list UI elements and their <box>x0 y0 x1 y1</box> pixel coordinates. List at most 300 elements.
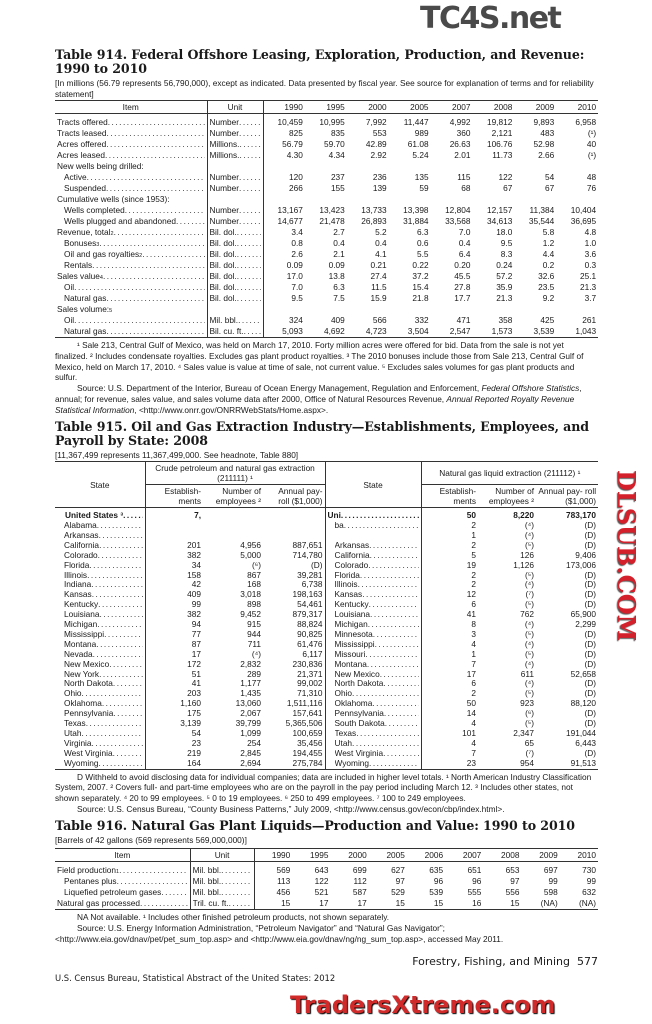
dot-leader <box>97 620 142 630</box>
value-cell: 101 <box>462 729 477 739</box>
row-label-wrap <box>335 719 419 729</box>
value-cell: 27.8 <box>454 282 471 292</box>
table-row <box>55 689 598 699</box>
dot-leader <box>92 260 204 271</box>
group-header-ngl: Natural gas liquid extraction (211112) ¹ <box>421 462 598 485</box>
row-label-wrap <box>64 709 143 719</box>
row-label-wrap <box>335 709 419 719</box>
value-cell: 34,613 <box>486 216 513 226</box>
row-label-text: Sales volume: <box>57 304 110 314</box>
row-label <box>55 739 145 749</box>
row-label <box>325 630 421 640</box>
row-label-text: Alabama <box>64 520 97 530</box>
value-cell: 714,780 <box>263 551 325 561</box>
dot-leader <box>82 729 143 739</box>
value-cell: (⁶) <box>525 709 535 719</box>
value-cell: 3.4 <box>291 227 303 237</box>
row-label-wrap <box>64 521 143 531</box>
value-cell <box>472 194 514 205</box>
table-row <box>55 630 598 640</box>
row-label-text: West Virginia <box>334 748 384 758</box>
row-label-wrap <box>335 699 419 709</box>
unit-text: Mil. bbl. <box>209 315 239 325</box>
table-row <box>55 114 598 129</box>
dot-leader <box>237 227 261 238</box>
table-row <box>55 161 598 172</box>
row-label-text: Oklahoma <box>64 699 102 709</box>
value-cell: 699 <box>352 865 367 876</box>
table-916-section <box>55 819 598 945</box>
unit-text: Millions. <box>209 139 240 149</box>
dot-leader <box>352 739 418 749</box>
dot-leader <box>140 898 188 909</box>
value-cell: 15.4 <box>412 282 429 292</box>
row-label-text: Missouri <box>334 649 366 659</box>
row-label-text: Oil <box>64 282 75 292</box>
table-row <box>55 128 598 139</box>
row-label-wrap <box>328 511 419 521</box>
row-label <box>55 640 145 650</box>
dot-leader <box>237 293 261 304</box>
row-label <box>55 205 207 216</box>
unit-wrap <box>210 150 261 161</box>
value-cell: 21.3 <box>579 282 597 292</box>
col-header-year: 2009 <box>539 850 558 861</box>
row-label <box>325 571 421 581</box>
value-cell: (⁴) <box>524 679 535 689</box>
row-label-wrap <box>57 128 205 139</box>
value-cell: 9.5 <box>500 238 513 248</box>
value-cell: (D) <box>584 689 597 699</box>
dot-leader <box>104 630 142 640</box>
value-cell: 7 <box>471 659 477 669</box>
row-label <box>55 620 145 630</box>
row-label <box>325 679 421 689</box>
dot-leader <box>239 128 260 139</box>
row-label <box>55 729 145 739</box>
row-label-text: Colorado <box>64 550 98 560</box>
row-label-wrap <box>64 699 143 709</box>
row-label <box>325 590 421 600</box>
value-cell: 230,836 <box>263 660 325 670</box>
value-cell: 3.6 <box>584 249 597 259</box>
unit-wrap <box>210 205 261 216</box>
value-cell <box>556 194 598 205</box>
value-cell: 4.30 <box>286 150 303 160</box>
value-cell: 122 <box>314 876 329 887</box>
value-cell: 3.7 <box>584 293 597 303</box>
value-cell: 12 <box>466 590 477 600</box>
table-row <box>55 660 598 670</box>
value-cell: 825 <box>289 128 303 138</box>
value-cell: 96 <box>433 876 444 887</box>
value-cell: 4.1 <box>375 249 387 259</box>
value-cell: 15.9 <box>370 293 387 303</box>
value-cell: 45.5 <box>454 271 471 281</box>
value-cell: 915 <box>247 620 261 630</box>
row-label-wrap <box>335 650 419 660</box>
value-cell: 324 <box>289 315 303 325</box>
value-cell: 88,824 <box>263 620 325 630</box>
value-cell: 3,139 <box>180 719 201 729</box>
table-row <box>55 238 598 249</box>
row-label <box>325 699 421 709</box>
group-header-crude: Crude petroleum and natural gas extraction (211111) ¹ <box>145 462 325 485</box>
table-row <box>55 561 598 571</box>
value-cell: 51 <box>191 669 201 679</box>
row-label-text: Tracts offered <box>57 117 108 127</box>
value-cell: 7.5 <box>333 293 345 303</box>
col-header-year: 2006 <box>424 850 444 861</box>
row-label-wrap <box>64 749 143 759</box>
dot-leader <box>93 650 143 660</box>
value-cell: 2,694 <box>240 758 261 768</box>
value-cell: 5,000 <box>240 550 261 560</box>
value-cell: 67 <box>545 183 555 193</box>
table-915-notes <box>55 772 598 815</box>
row-label-text: Florida <box>64 560 90 570</box>
table-row <box>55 729 598 739</box>
value-cell: 0.21 <box>370 260 387 270</box>
source-publication: Federal Offshore Statistics <box>481 383 580 394</box>
row-label-wrap <box>64 531 143 541</box>
value-cell: 21.3 <box>496 293 513 303</box>
value-cell: 41 <box>191 679 201 689</box>
value-cell: 0.3 <box>584 260 597 270</box>
row-label-text: Acres leased <box>57 150 105 160</box>
value-cell: 6.3 <box>417 227 429 237</box>
value-cell: 254 <box>247 738 261 748</box>
value-cell <box>472 161 514 172</box>
value-cell: 5.24 <box>412 150 429 160</box>
value-cell: 15 <box>433 898 444 909</box>
table-row <box>55 531 598 541</box>
row-label-text: Arkansas <box>64 530 99 540</box>
row-label <box>55 249 207 260</box>
value-cell: 6,738 <box>263 580 325 590</box>
value-cell: 3,504 <box>407 326 429 336</box>
value-cell: 13.8 <box>328 271 345 281</box>
source-text: Source: U.S. Department of the Interior, Bureau of Ocean Energy Management, Regulation and Enforcement, <box>77 383 482 394</box>
dot-leader <box>74 282 204 293</box>
value-cell: 10,995 <box>319 117 345 127</box>
value-cell: 35,456 <box>263 739 325 749</box>
value-cell: 61.08 <box>407 139 429 149</box>
table-914-title: Table 914. Federal Offshore Leasing, Exploration, Production, and Revenue: 1990 to 2010 <box>55 47 585 76</box>
dot-leader <box>106 183 205 194</box>
row-label-text: Louisiana <box>64 610 100 620</box>
value-cell <box>145 531 203 541</box>
row-label <box>55 541 145 551</box>
value-cell: 2.01 <box>454 150 471 160</box>
value-cell: (⁵) <box>525 629 535 639</box>
dot-leader <box>385 719 419 729</box>
dot-leader <box>356 729 418 739</box>
value-cell: 7.0 <box>458 227 471 237</box>
table-row <box>55 650 598 660</box>
row-label-text: Natural gas processed <box>57 898 141 909</box>
value-cell <box>145 521 203 531</box>
value-cell <box>305 304 347 315</box>
unit-wrap <box>210 293 261 304</box>
unit-cell <box>207 326 263 338</box>
value-cell <box>514 161 556 172</box>
unit-wrap <box>210 227 261 238</box>
dot-leader <box>113 749 143 759</box>
dot-leader <box>123 511 142 521</box>
value-cell: 1,573 <box>491 326 513 336</box>
value-cell: 106.76 <box>486 139 513 149</box>
col-header-employees: Number of employees ² <box>488 486 535 507</box>
table-916-source: Source: U.S. Energy Information Administration, “Petroleum Navigator” and “Natural Gas Navigator”; <http://www.eia.gov/dnav/pet/pet_sum_top.asp> and <http://www.eia.gov/dnav/ng/ng_sum_top.asp>, accessed May 2011. <box>55 923 504 944</box>
row-label-wrap <box>64 689 143 699</box>
row-label <box>55 139 207 150</box>
value-cell: 120 <box>289 172 303 182</box>
table-row <box>55 249 598 260</box>
value-cell: 100,659 <box>263 729 325 739</box>
dot-leader <box>384 709 419 719</box>
value-cell: 40 <box>586 139 597 149</box>
table-916 <box>55 848 598 910</box>
row-label <box>55 561 145 571</box>
row-label-text: Acres offered <box>57 139 107 149</box>
unit-text: Bil. cu. ft. <box>209 326 244 336</box>
value-cell: 96 <box>472 876 482 887</box>
value-cell: 94 <box>191 620 201 630</box>
row-label-wrap <box>64 172 205 183</box>
row-label-text: West Virginia <box>64 748 113 758</box>
row-label-text: Virginia <box>64 738 92 748</box>
value-cell: (⁵) <box>525 689 535 699</box>
row-label-text: Montana <box>334 659 367 669</box>
value-cell <box>556 304 598 315</box>
row-label <box>55 161 207 172</box>
row-label <box>325 580 421 590</box>
unit-cell <box>207 114 263 129</box>
value-cell: (D) <box>584 629 597 639</box>
value-cell <box>263 304 305 315</box>
row-label <box>55 326 207 338</box>
dot-leader <box>102 699 143 709</box>
row-label <box>55 531 145 541</box>
value-cell: (D) <box>584 719 597 729</box>
table-914-source <box>55 383 598 415</box>
value-cell: 6,117 <box>263 650 325 660</box>
value-cell: 139 <box>372 183 387 193</box>
dot-leader <box>87 571 142 581</box>
value-cell: 730 <box>582 865 596 876</box>
value-cell: 3,539 <box>533 326 555 336</box>
table-row <box>55 227 598 238</box>
row-label <box>325 620 421 630</box>
row-label-text: Texas <box>334 729 357 739</box>
dot-leader <box>362 590 418 600</box>
row-label <box>325 749 421 759</box>
unit-wrap <box>210 282 261 293</box>
col-header-unit: Unit <box>190 849 254 862</box>
row-label <box>325 729 421 739</box>
row-label-wrap <box>57 194 205 205</box>
value-cell: (D) <box>584 600 597 610</box>
value-cell: (D) <box>584 590 597 600</box>
value-cell: 11.5 <box>371 282 387 292</box>
value-cell: 14 <box>466 709 477 719</box>
row-label-text: Tracts leased <box>57 128 107 138</box>
value-cell: 0.4 <box>458 238 471 248</box>
dot-leader <box>221 887 251 898</box>
value-cell: 566 <box>372 315 387 325</box>
value-cell: 112 <box>353 876 367 887</box>
value-cell: 91,513 <box>570 758 597 768</box>
dot-leader <box>87 172 205 183</box>
value-cell: 4.4 <box>542 249 555 259</box>
row-label <box>55 271 207 282</box>
value-cell: 56.79 <box>282 139 303 149</box>
unit-cell <box>207 282 263 293</box>
value-cell: 0.4 <box>375 238 387 248</box>
value-cell: (¹) <box>587 128 597 138</box>
value-cell: 11.73 <box>492 150 513 160</box>
col-header-year: 2000 <box>368 102 387 112</box>
table-914-headnote: [In millions (56.79 represents 56,790,000), except as indicated. Data presented by fiscal year. See source for explanation of terms and for reliability statement] <box>55 78 594 99</box>
value-cell: (D) <box>584 639 597 649</box>
value-cell: 39,281 <box>263 571 325 581</box>
row-label <box>55 282 207 293</box>
row-label <box>55 699 145 709</box>
row-label-text: Pennsylvania <box>64 709 114 719</box>
row-label-wrap <box>64 876 188 887</box>
value-cell: 158 <box>187 570 201 580</box>
row-label <box>325 561 421 571</box>
row-label-text: Montana <box>64 639 97 649</box>
dot-leader <box>369 600 419 610</box>
row-label <box>55 508 145 521</box>
value-cell: 762 <box>520 610 535 620</box>
unit-cell <box>207 216 263 227</box>
dot-leader <box>105 150 205 161</box>
unit-wrap <box>210 117 261 128</box>
table-row <box>55 590 598 600</box>
row-label-text: Active <box>64 172 87 182</box>
unit-wrap <box>193 865 252 876</box>
value-cell <box>347 194 389 205</box>
value-cell: (D) <box>584 530 597 540</box>
row-label-text: Cumulative wells (since 1953): <box>57 194 170 204</box>
value-cell: 61,476 <box>263 640 325 650</box>
unit-text: Bil. dol. <box>209 293 237 303</box>
value-cell: 9,893 <box>533 117 555 127</box>
table-row <box>55 150 598 161</box>
value-cell: 6.3 <box>333 282 345 292</box>
value-cell: 9,406 <box>575 550 597 560</box>
table-row <box>55 739 598 749</box>
value-cell: 954 <box>520 758 535 768</box>
row-label-wrap <box>57 898 188 909</box>
dot-leader <box>103 271 205 282</box>
row-label <box>325 521 421 531</box>
col-header-year: 2009 <box>535 102 555 112</box>
value-cell: 0.24 <box>496 260 513 270</box>
row-label-wrap <box>335 749 419 759</box>
value-cell: 76 <box>586 183 597 193</box>
row-label <box>325 660 421 670</box>
value-cell: 173,006 <box>566 560 597 570</box>
row-label-wrap <box>335 590 419 600</box>
unit-wrap <box>210 139 261 150</box>
row-label <box>55 551 145 561</box>
row-label-text: Michigan <box>334 620 368 630</box>
value-cell: 7,992 <box>365 117 387 127</box>
value-cell <box>431 161 473 172</box>
unit-text: Bil. dol. <box>209 282 237 292</box>
row-label-wrap <box>64 759 143 769</box>
value-cell: 1 <box>471 530 477 540</box>
unit-cell <box>207 315 263 326</box>
dot-leader <box>82 689 143 699</box>
table-row <box>55 862 598 877</box>
dot-leader <box>176 216 205 227</box>
value-cell: 115 <box>457 172 471 182</box>
row-label-wrap <box>64 580 143 590</box>
dot-leader <box>99 238 204 249</box>
dot-leader <box>142 249 204 260</box>
dot-leader <box>96 640 142 650</box>
value-cell: 88,120 <box>570 699 597 709</box>
row-label-wrap <box>335 600 419 610</box>
dot-leader <box>383 749 418 759</box>
value-cell: (⁴) <box>524 659 535 669</box>
value-cell: 31,884 <box>403 216 429 226</box>
row-label-wrap <box>64 260 205 271</box>
value-cell: 23 <box>191 738 201 748</box>
table-row <box>55 876 598 887</box>
value-cell: 34 <box>191 560 201 570</box>
row-label-text: Revenue, total <box>57 227 111 237</box>
value-cell: 887,651 <box>263 541 325 551</box>
row-label-text: Mississippi <box>334 639 375 649</box>
value-cell: 553 <box>372 128 387 138</box>
value-cell: 611 <box>520 669 535 679</box>
row-label-wrap <box>335 610 419 620</box>
row-label-text: Florida <box>334 570 360 580</box>
value-cell <box>203 521 263 531</box>
value-cell: 332 <box>414 315 429 325</box>
table-row <box>55 521 598 531</box>
value-cell: 15 <box>510 898 520 909</box>
value-cell: 16 <box>472 898 482 909</box>
value-cell: 122 <box>498 172 513 182</box>
col-header-year: 2005 <box>410 102 429 112</box>
value-cell: 483 <box>540 128 555 138</box>
dot-leader <box>98 551 143 561</box>
row-label-wrap <box>64 887 188 898</box>
value-cell: 194,455 <box>263 749 325 759</box>
row-label-text: California <box>64 540 100 550</box>
row-label-text: North Dakota <box>64 679 113 689</box>
value-cell: 0.4 <box>333 238 345 248</box>
page-footer-left: U.S. Census Bureau, Statistical Abstract of the United States: 2012 <box>55 973 336 983</box>
value-cell: 7, <box>194 510 201 521</box>
dot-leader <box>74 315 204 326</box>
value-cell: 382 <box>187 610 201 620</box>
dot-leader <box>239 172 260 183</box>
unit-text: Bil. dol. <box>209 249 237 259</box>
watermark-logo-bottom: TradersXtreme.com <box>290 991 556 1019</box>
value-cell: 555 <box>467 887 482 898</box>
row-label-wrap <box>64 679 143 689</box>
value-cell: 989 <box>414 128 429 138</box>
unit-wrap <box>193 876 252 887</box>
